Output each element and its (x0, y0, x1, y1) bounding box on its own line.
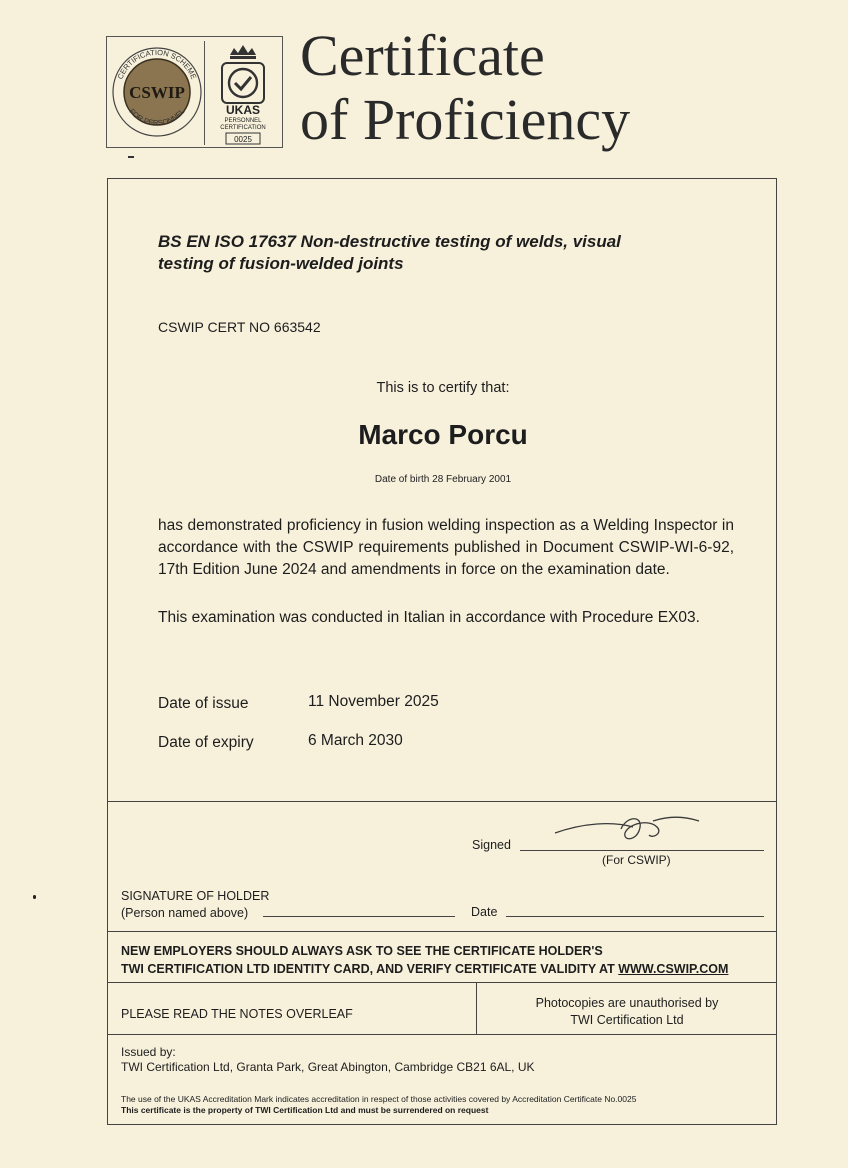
svg-text:0025: 0025 (234, 135, 252, 144)
photocopy-notice: Photocopies are unauthorised by TWI Certification Ltd (535, 996, 719, 1027)
crown-icon (230, 45, 256, 55)
proficiency-statement: has demonstrated proficiency in fusion welding inspection as a Welding Inspector in accordance with the CSWIP requirements published in Document CSWIP-WI-6-92, 17th Edition June 2024 and amendments in force on the examination date. (158, 517, 734, 578)
signed-label: Signed (472, 838, 511, 852)
holder-signature-sublabel: (Person named above) (121, 906, 249, 920)
cswip-seal-logo (110, 40, 204, 144)
exam-statement: This examination was conducted in Italian in accordance with Procedure EX03. (158, 609, 700, 626)
issue-date-value: 11 November 2025 (308, 693, 439, 710)
holder-signature-line (263, 916, 455, 917)
check-icon (235, 77, 251, 89)
title-line-1: Certificate (300, 23, 545, 88)
date-label: Date (471, 905, 498, 919)
cswip-website-link[interactable]: WWW.CSWIP.COM (618, 962, 729, 976)
svg-text:CSWIP: CSWIP (129, 83, 185, 102)
read-notes-text: PLEASE READ THE NOTES OVERLEAF (121, 1007, 353, 1021)
svg-text:UKAS: UKAS (225, 103, 261, 117)
standard-title: BS EN ISO 17637 Non-destructive testing of welds, visual testing of fusion-welded joints (158, 232, 621, 273)
title-line-2: of Proficiency (300, 87, 631, 152)
ukas-logo (208, 41, 278, 145)
employer-warning: NEW EMPLOYERS SHOULD ALWAYS ASK TO SEE THE CERTIFICATE HOLDER'S TWI CERTIFICATION LTD IDENTITY CARD, AND VERIFY CERTIFICATE VALIDITY AT WWW.CSWIP.COM (121, 944, 729, 976)
divider (108, 1034, 776, 1035)
date-of-birth: Date of birth 28 February 2001 (374, 474, 512, 485)
logo-divider (204, 41, 205, 145)
certificate-frame (107, 178, 777, 1125)
cswip-signature (553, 807, 703, 855)
cert-number: CSWIP CERT NO 663542 (158, 319, 321, 335)
issue-date-label: Date of issue (158, 695, 249, 712)
holder-name: Marco Porcu (358, 419, 528, 450)
mark (128, 156, 134, 158)
divider (108, 801, 776, 802)
property-note: This certificate is the property of TWI Certification Ltd and must be surrendered on request (121, 1105, 489, 1115)
certify-text: This is to certify that: (376, 380, 510, 396)
holder-signature-label: SIGNATURE OF HOLDER (121, 889, 270, 903)
svg-text:CERTIFICATION: CERTIFICATION (220, 125, 266, 131)
ukas-note: The use of the UKAS Accreditation Mark indicates accreditation in respect of those activities covered by Accreditation Certificate No.0025 (121, 1094, 637, 1104)
mark (33, 895, 36, 899)
divider (108, 931, 776, 932)
for-cswip-label: (For CSWIP) (602, 853, 671, 867)
expiry-date-value: 6 March 2030 (308, 732, 403, 749)
issuer-address: TWI Certification Ltd, Granta Park, Great Abington, Cambridge CB21 6AL, UK (121, 1060, 535, 1074)
svg-text:PERSONNEL: PERSONNEL (224, 118, 262, 124)
issued-by-label: Issued by: (121, 1045, 176, 1059)
expiry-date-label: Date of expiry (158, 734, 254, 751)
divider (108, 982, 776, 983)
accreditation-logos (106, 36, 283, 148)
date-line (506, 916, 764, 917)
svg-text:CERTIFICATION SCHEME: CERTIFICATION SCHEME (115, 47, 199, 81)
certificate-title (300, 24, 630, 152)
svg-text:FOR PERSONNEL: FOR PERSONNEL (127, 106, 187, 128)
